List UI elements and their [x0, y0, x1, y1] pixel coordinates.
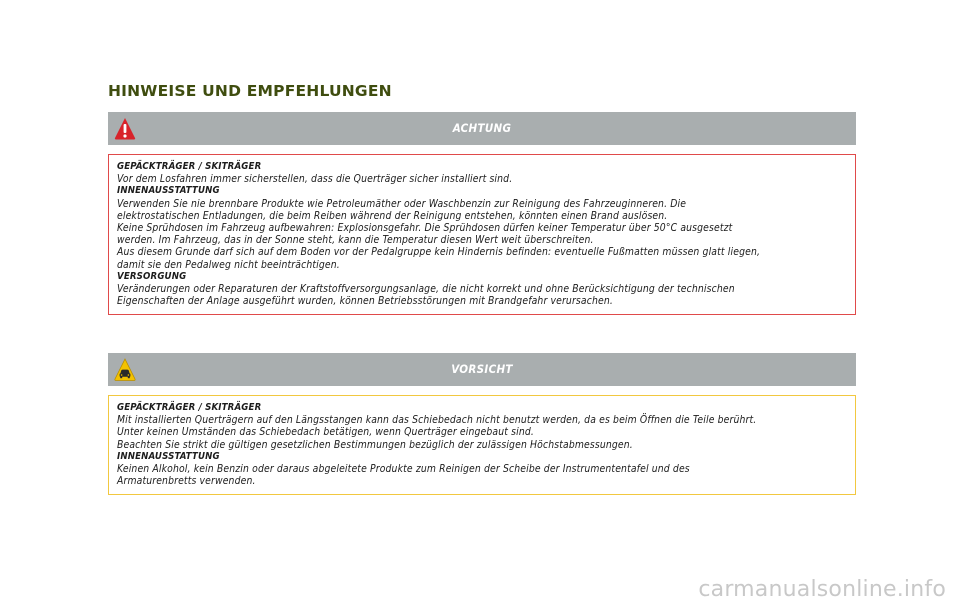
- caution-box-body: [108, 395, 856, 495]
- warning-box-header: [108, 112, 856, 145]
- text-line: damit sie den Pedalweg nicht beeinträchtigen.: [117, 258, 340, 271]
- warning-box: [108, 112, 856, 315]
- section-heading: INNENAUSSTATTUNG: [117, 185, 220, 197]
- section-heading: GEPÄCKTRÄGER / SKITRÄGER: [117, 161, 262, 172]
- text-line: Vor dem Losfahren immer sicherstellen, dass die Querträger sicher installiert sind.: [117, 173, 513, 186]
- text-line: Mit installierten Querträgern auf den Längsstangen kann das Schiebedach nicht benutzt werden, da es beim Öffnen die Teile berührt.: [117, 414, 757, 427]
- caution-box-title: VORSICHT: [451, 362, 513, 376]
- text-line: Verwenden Sie nie brennbare Produkte wie Petroleumäther oder Waschbenzin zur Reinigung des Fahrzeuginneren. Die: [117, 197, 687, 210]
- text-line: Veränderungen oder Reparaturen der Kraftstoffversorgungsanlage, die nicht korrekt und ohne Berücksichtigung der technischen: [117, 283, 735, 296]
- warning-box-title: ACHTUNG: [452, 121, 512, 135]
- section-heading: INNENAUSSTATTUNG: [117, 450, 220, 462]
- text-line: werden. Im Fahrzeug, das in der Sonne steht, kann die Temperatur diesen Wert weit überschreiten.: [117, 234, 594, 247]
- text-line: Beachten Sie strikt die gültigen gesetzlichen Bestimmungen bezüglich der zulässigen Höchstabmessungen.: [117, 438, 633, 451]
- warning-box-body: [108, 154, 856, 315]
- text-line: Armaturenbretts verwenden.: [117, 475, 256, 488]
- text-line: Eigenschaften der Anlage ausgeführt wurden, können Betriebsstörungen mit Brandgefahr verursachen.: [117, 295, 613, 308]
- caution-box-header: [108, 353, 856, 386]
- text-line: elektrostatischen Entladungen, die beim Reiben während der Reinigung entstehen, könnten einen Brand auslösen.: [117, 209, 668, 222]
- text-line: Aus diesem Grunde darf sich auf dem Boden vor der Pedalgruppe kein Hindernis befinden: eventuelle Fußmatten müssen glatt liegen,: [117, 246, 761, 259]
- caution-box: [108, 353, 856, 495]
- text-line: Keinen Alkohol, kein Benzin oder daraus abgeleitete Produkte zum Reinigen der Scheibe der Instrumententafel und des: [117, 463, 690, 476]
- page-heading: HINWEISE UND EMPFEHLUNGEN: [108, 82, 392, 100]
- text-line: Unter keinen Umständen das Schiebedach betätigen, wenn Querträger eingebaut sind.: [117, 426, 534, 439]
- text-line: Keine Sprühdosen im Fahrzeug aufbewahren: Explosionsgefahr. Die Sprühdosen dürfen keiner Temperatur über 50°C ausgesetzt: [117, 222, 733, 235]
- section-heading: VERSORGUNG: [117, 270, 187, 282]
- section-heading: GEPÄCKTRÄGER / SKITRÄGER: [117, 402, 262, 413]
- watermark: carmanualsonline.info: [698, 577, 946, 602]
